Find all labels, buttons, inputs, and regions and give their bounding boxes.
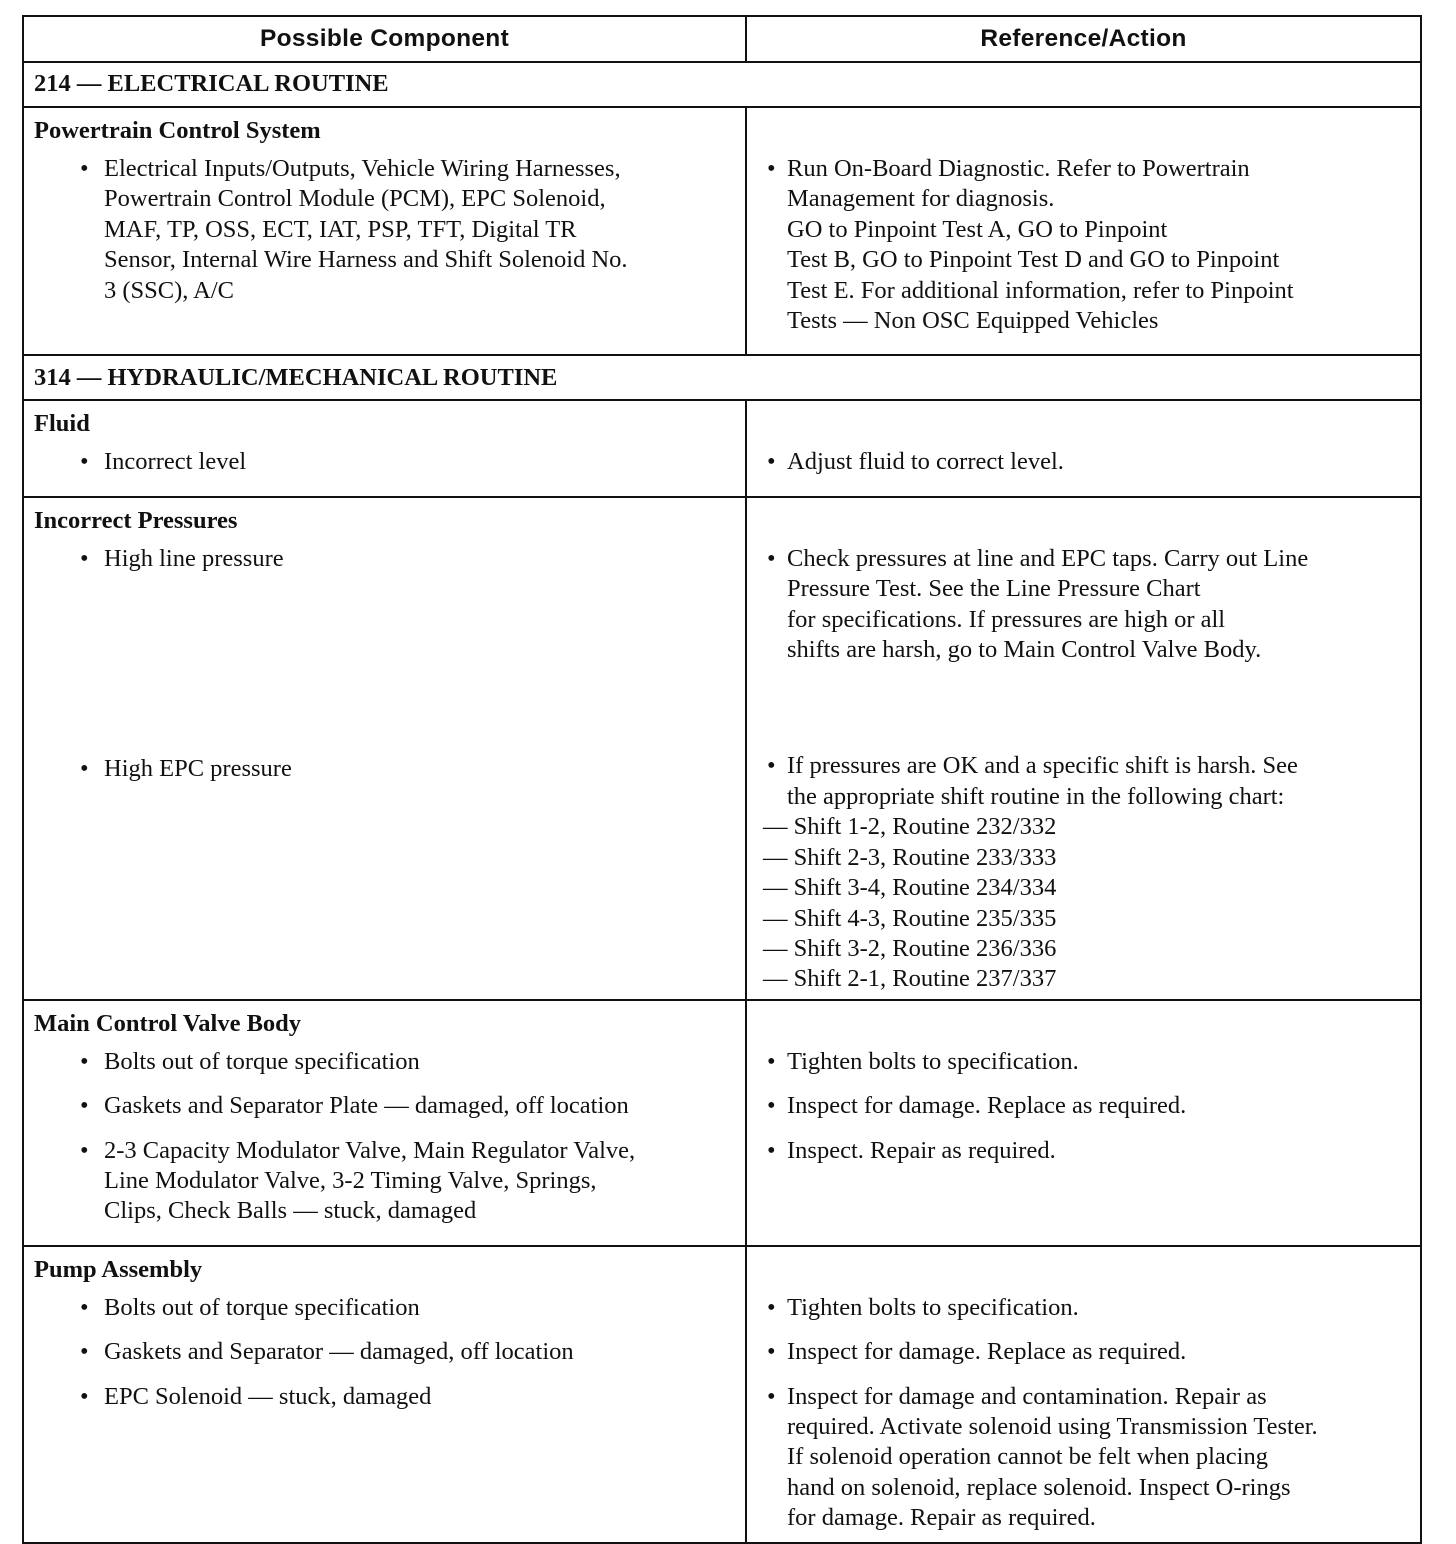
component-cell <box>23 497 746 1000</box>
action-line: required. Activate solenoid using Transmission Tester. <box>787 1412 1318 1440</box>
action-line: for damage. Repair as required. <box>787 1504 1096 1532</box>
bullet: • <box>767 1293 776 1321</box>
diagnostic-table <box>22 15 1422 1544</box>
component-cell <box>23 107 746 355</box>
shift-routine-item: — Shift 2-3, Routine 233/333 <box>763 843 1057 871</box>
list-item <box>34 447 735 477</box>
group-title-pump: Pump Assembly <box>34 1255 203 1283</box>
item-line: Bolts out of torque specification <box>104 1047 420 1075</box>
bullet: • <box>80 1338 89 1366</box>
action-cell <box>746 1000 1421 1246</box>
action-line: hand on solenoid, replace solenoid. Inspect O-rings <box>787 1473 1291 1501</box>
bullet: • <box>767 1047 776 1075</box>
item-line: Gaskets and Separator — damaged, off location <box>104 1338 574 1366</box>
bullet: • <box>767 752 776 780</box>
action-line: Adjust fluid to correct level. <box>787 448 1064 476</box>
table-row-main-control-valve-body <box>23 1000 1421 1246</box>
group-title-fluid: Fluid <box>34 410 90 438</box>
action-line: If solenoid operation cannot be felt when placing <box>787 1443 1268 1471</box>
bullet: • <box>767 448 776 476</box>
action-item <box>757 1293 1410 1323</box>
action-item <box>757 751 1410 812</box>
action-cell <box>746 400 1421 496</box>
action-cell <box>746 107 1421 355</box>
action-item <box>757 154 1410 336</box>
bullet: • <box>767 155 776 182</box>
list-item <box>34 1293 735 1323</box>
bullet: • <box>80 1136 89 1164</box>
action-line: Run On-Board Diagnostic. Refer to Powertrain <box>787 155 1250 182</box>
item-line: MAF, TP, OSS, ECT, IAT, PSP, TFT, Digital TR <box>104 215 577 243</box>
action-item <box>757 447 1410 477</box>
shift-routine-item: — Shift 2-1, Routine 237/337 <box>763 965 1057 993</box>
list-item <box>34 754 735 784</box>
action-item <box>757 1382 1410 1534</box>
action-line: Management for diagnosis. <box>787 185 1055 213</box>
bullet: • <box>767 544 776 572</box>
bullet: • <box>80 1092 89 1120</box>
item-line: Clips, Check Balls — stuck, damaged <box>104 1197 477 1225</box>
action-item <box>757 1091 1410 1121</box>
group-title-powertrain: Powertrain Control System <box>34 117 321 144</box>
header-reference-action: Reference/Action <box>746 16 1421 62</box>
action-item <box>757 1337 1410 1367</box>
action-line: Inspect for damage. Replace as required. <box>787 1338 1187 1366</box>
shift-routine-item: — Shift 3-2, Routine 236/336 <box>763 934 1057 962</box>
bullet: • <box>80 1382 89 1410</box>
component-cell <box>23 400 746 496</box>
item-line: Line Modulator Valve, 3-2 Timing Valve, Springs, <box>104 1166 597 1194</box>
bullet: • <box>767 1338 776 1366</box>
action-item <box>757 544 1410 666</box>
list-item <box>34 1047 735 1077</box>
action-cell <box>746 497 1421 1000</box>
action-line: Test B, GO to Pinpoint Test D and GO to Pinpoint <box>787 246 1280 274</box>
item-line: Bolts out of torque specification <box>104 1293 420 1321</box>
action-cell <box>746 1246 1421 1543</box>
list-item <box>34 1091 735 1121</box>
action-line: If pressures are OK and a specific shift is harsh. See <box>787 752 1298 780</box>
item-line: 3 (SSC), A/C <box>104 276 235 304</box>
component-cell <box>23 1000 746 1246</box>
section-row-hydraulic <box>23 355 1421 400</box>
component-cell <box>23 1246 746 1543</box>
bullet: • <box>80 155 89 182</box>
item-line: High EPC pressure <box>104 755 292 783</box>
list-item <box>34 154 735 306</box>
action-line: Pressure Test. See the Line Pressure Chart <box>787 575 1201 603</box>
table-row-pressures <box>23 497 1421 1000</box>
item-line: EPC Solenoid — stuck, damaged <box>104 1382 432 1410</box>
item-line: High line pressure <box>104 544 284 572</box>
item-line: Incorrect level <box>104 448 247 476</box>
section-title-electrical: 214 — ELECTRICAL ROUTINE <box>23 62 1421 107</box>
list-item <box>34 1136 735 1227</box>
bullet: • <box>80 1047 89 1075</box>
bullet: • <box>80 448 89 476</box>
action-line: the appropriate shift routine in the following chart: <box>787 782 1285 810</box>
header-possible-component: Possible Component <box>23 16 746 62</box>
action-line: Tests — Non OSC Equipped Vehicles <box>787 307 1159 335</box>
action-line: for specifications. If pressures are high or all <box>787 605 1226 633</box>
shift-routine-list <box>757 812 1410 994</box>
action-line: Inspect for damage and contamination. Repair as <box>787 1382 1267 1410</box>
item-line: Powertrain Control Module (PCM), EPC Solenoid, <box>104 185 606 213</box>
action-line: Check pressures at line and EPC taps. Carry out Line <box>787 544 1309 572</box>
list-item <box>34 1382 735 1412</box>
action-line: Inspect for damage. Replace as required. <box>787 1092 1187 1120</box>
action-line: Tighten bolts to specification. <box>787 1047 1079 1075</box>
action-line: shifts are harsh, go to Main Control Valve Body. <box>787 636 1262 664</box>
bullet: • <box>767 1092 776 1120</box>
item-line: Gaskets and Separator Plate — damaged, off location <box>104 1092 629 1120</box>
item-line: 2-3 Capacity Modulator Valve, Main Regulator Valve, <box>104 1136 636 1164</box>
bullet: • <box>80 544 89 572</box>
table-row-pump-assembly <box>23 1246 1421 1543</box>
group-title-pressures: Incorrect Pressures <box>34 506 238 534</box>
action-line: Inspect. Repair as required. <box>787 1136 1056 1164</box>
bullet: • <box>767 1382 776 1410</box>
bullet: • <box>767 1136 776 1164</box>
list-item <box>34 1337 735 1367</box>
action-item <box>757 1136 1410 1166</box>
shift-routine-item: — Shift 4-3, Routine 235/335 <box>763 904 1057 932</box>
action-item <box>757 1047 1410 1077</box>
list-item <box>34 544 735 574</box>
section-row-electrical <box>23 62 1421 107</box>
action-line: Tighten bolts to specification. <box>787 1293 1079 1321</box>
group-title-mcvb: Main Control Valve Body <box>34 1009 302 1037</box>
item-line: Electrical Inputs/Outputs, Vehicle Wiring Harnesses, <box>104 155 621 182</box>
section-title-hydraulic: 314 — HYDRAULIC/MECHANICAL ROUTINE <box>23 355 1421 400</box>
bullet: • <box>80 755 89 783</box>
item-line: Sensor, Internal Wire Harness and Shift Solenoid No. <box>104 246 628 274</box>
shift-routine-item: — Shift 1-2, Routine 232/332 <box>763 813 1057 841</box>
shift-routine-item: — Shift 3-4, Routine 234/334 <box>763 874 1057 902</box>
table-row-powertrain <box>23 107 1421 355</box>
action-line: GO to Pinpoint Test A, GO to Pinpoint <box>787 215 1168 243</box>
bullet: • <box>80 1293 89 1321</box>
table-header <box>23 16 1421 62</box>
table-row-fluid <box>23 400 1421 496</box>
action-line: Test E. For additional information, refer to Pinpoint <box>787 276 1294 304</box>
